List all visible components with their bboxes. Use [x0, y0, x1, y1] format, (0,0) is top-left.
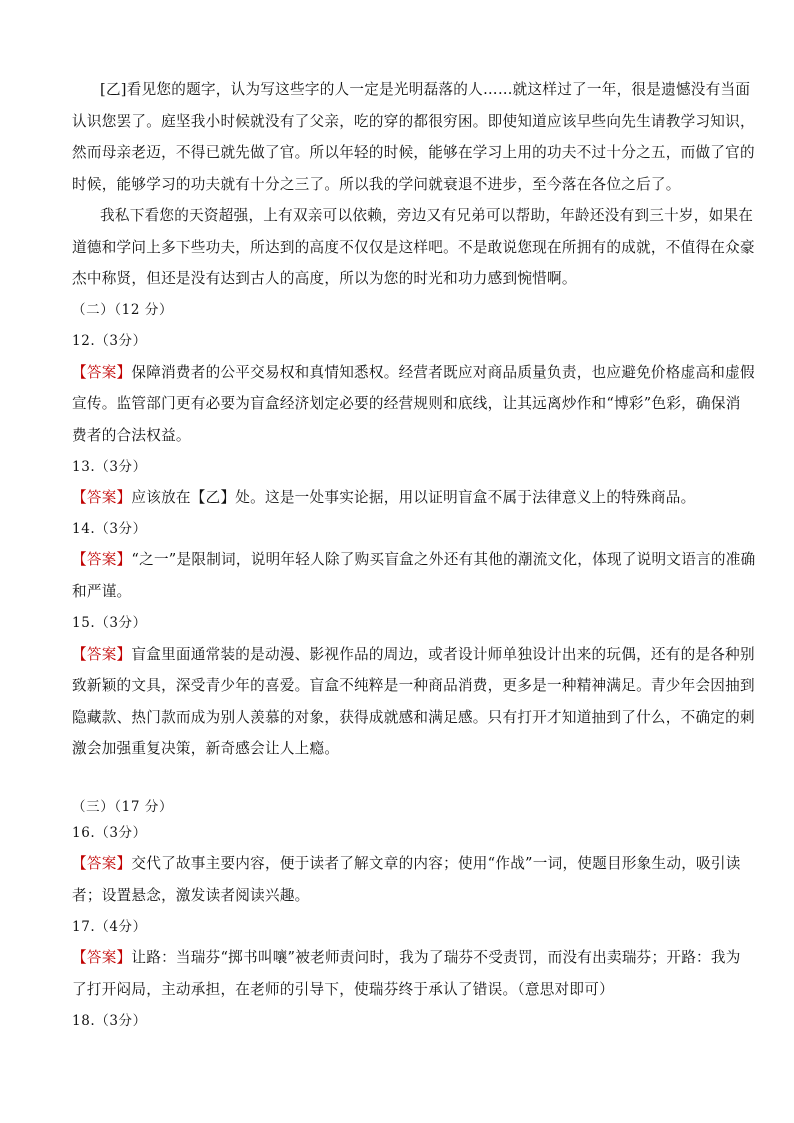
question-12-answer-line-2: 宣传。监管部门更有必要为盲盒经济划定必要的经营规则和底线，让其远离炒作和“博彩”色彩，确保消	[72, 395, 741, 412]
question-17-label: 17.（4分）	[72, 919, 147, 935]
paragraph-yi-line-2: 认识您罢了。庭坚我小时候就没有了父亲，吃的穿的都很穷困。即使知道应该早些向先生请教学习知识，	[72, 113, 755, 130]
question-16-answer-line-1: 【答案】交代了故事主要内容，便于读者了解文章的内容；使用“作战”一词，使题目形象生动，吸引读	[72, 855, 741, 872]
answer-tag: 【答案】	[72, 489, 132, 506]
question-12-answer-line-3: 费者的合法权益。	[72, 427, 191, 444]
answer-tag: 【答案】	[72, 551, 132, 568]
question-15-answer-line-1: 【答案】盲盒里面通常装的是动漫、影视作品的周边，或者设计师单独设计出来的玩偶，还有的是各种别	[72, 646, 755, 663]
question-17-answer-line-2: 了打开闷局，主动承担，在老师的引导下，使瑞芬终于承认了错误。（意思对即可）	[72, 981, 614, 998]
paragraph-yi-line-4: 时候，能够学习的功夫就有十分之三了。所以我的学问就衰退不进步，至今落在各位之后了。	[72, 176, 681, 193]
question-17-answer-line-1: 【答案】让路：当瑞芬“掷书叫嚷”被老师责问时，我为了瑞芬不受责罚，而没有出卖瑞芬；开路：我为	[72, 949, 741, 966]
answer-tag: 【答案】	[72, 646, 132, 663]
paragraph-2-line-1: 我私下看您的天资超强，上有双亲可以依赖，旁边又有兄弟可以帮助，年龄还没有到三十岁，如果在	[100, 207, 754, 224]
question-16-answer-line-2: 者；设置悬念，激发读者阅读兴趣。	[72, 887, 310, 904]
section-2-header: （二）（12 分）	[72, 302, 174, 318]
answer-tag: 【答案】	[72, 949, 132, 966]
question-15-answer-line-2: 致新颖的文具，深受青少年的喜爱。盲盒不纯粹是一种商品消费，更多是一种精神满足。青少年会因抽到	[72, 677, 755, 694]
section-3-header: （三）（17 分）	[72, 799, 174, 815]
paragraph-yi-line-3: 然而母亲老迈，不得已就先做了官。所以年轻的时候，能够在学习上用的功夫不过十分之五，而做了官的	[72, 144, 755, 161]
question-14-answer-line-1: 【答案】“之一”是限制词，说明年轻人除了购买盲盒之外还有其他的潮流文化，体现了说明文语言的准确	[72, 551, 756, 568]
question-15-answer-line-4: 激会加强重复决策，新奇感会让人上瘾。	[72, 740, 340, 757]
question-13-answer-line-1: 【答案】应该放在【乙】处。这是一处事实论据，用以证明盲盒不属于法律意义上的特殊商品。	[72, 489, 696, 506]
question-14-answer-line-2: 和严谨。	[72, 583, 132, 600]
paragraph-2-line-3: 杰中称贤，但还是没有达到古人的高度，所以为您的时光和功力感到惋惜啊。	[72, 270, 577, 287]
answer-tag: 【答案】	[72, 855, 132, 872]
question-18-label: 18.（3分）	[72, 1013, 147, 1029]
question-16-label: 16.（3分）	[72, 825, 147, 841]
question-12-label: 12.（3分）	[72, 333, 147, 349]
paragraph-yi-line-1: [乙]看见您的题字，认为写这些字的人一定是光明磊落的人……就这样过了一年，很是遗憾没有当面	[100, 81, 751, 98]
question-14-label: 14.（3分）	[72, 521, 147, 537]
question-15-label: 15.（3分）	[72, 615, 147, 631]
question-12-answer-line-1: 【答案】保障消费者的公平交易权和真情知悉权。经营者既应对商品质量负责，也应避免价格虚高和虚假	[72, 364, 755, 381]
answer-tag: 【答案】	[72, 364, 132, 381]
paragraph-2-line-2: 道德和学问上多下些功夫，所达到的高度不仅仅是这样吧。不是敢说您现在所拥有的成就，不值得在众豪	[72, 239, 755, 256]
question-15-answer-line-3: 隐藏款、热门款而成为别人羡慕的对象，获得成就感和满足感。只有打开才知道抽到了什么，不确定的刺	[72, 709, 755, 726]
question-13-label: 13.（3分）	[72, 459, 147, 475]
